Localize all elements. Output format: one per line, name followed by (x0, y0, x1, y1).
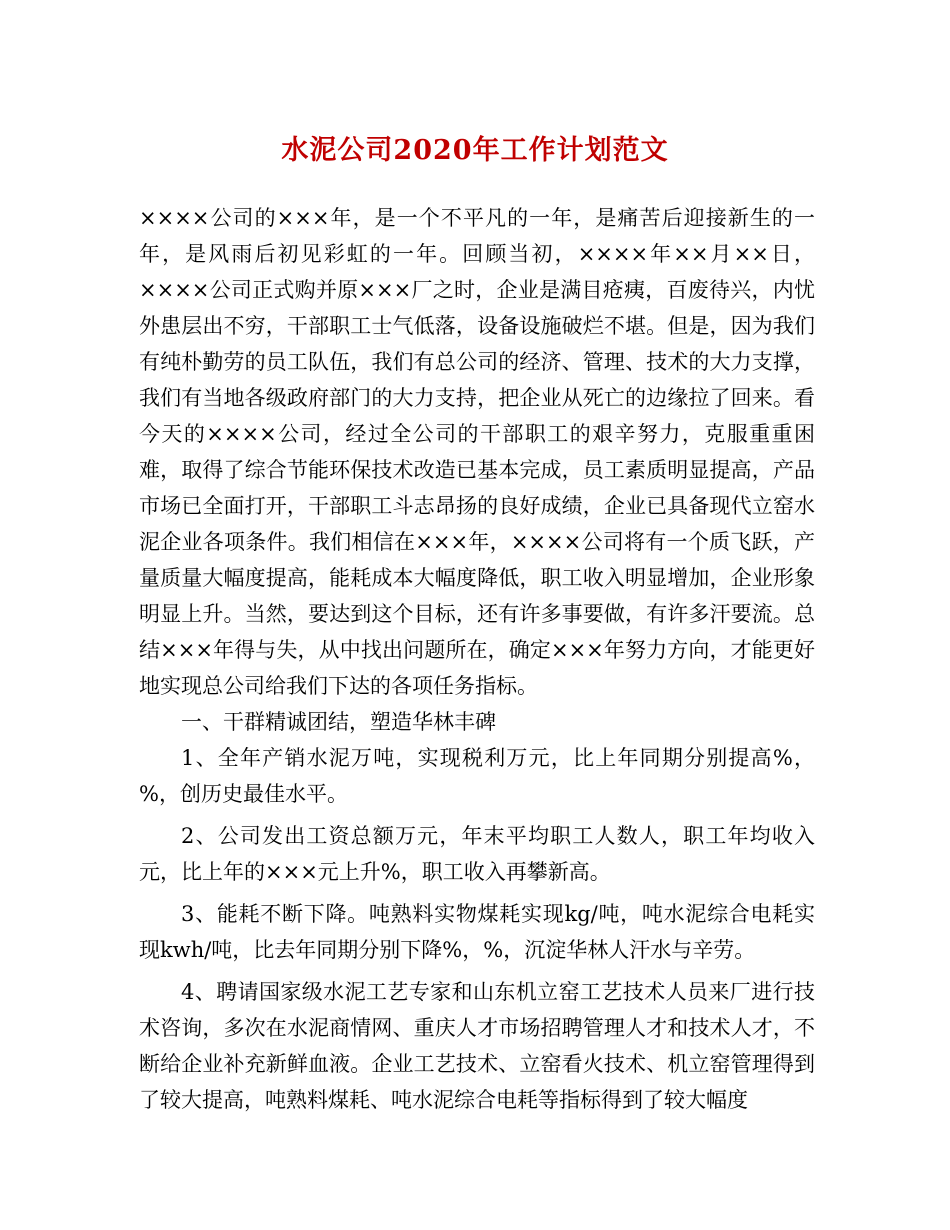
list-item-2: 2、公司发出工资总额万元，年末平均职工人数人，职工年均收入元，比上年的×××元上升%，职工收入再攀新高。 (139, 824, 815, 884)
list-item-3: 3、能耗不断下降。吨熟料实物煤耗实现kg/吨，吨水泥综合电耗实现kwh/吨，比去年同期分别下降%，%，沉淀华林人汗水与辛劳。 (139, 902, 815, 962)
list-item-4: 4、聘请国家级水泥工艺专家和山东机立窑工艺技术人员来厂进行技术咨询，多次在水泥商情网、重庆人才市场招聘管理人才和技术人才，不断给企业补充新鲜血液。企业工艺技术、立窑看火技术、机立窑管理得到了较大提高，吨熟料煤耗、吨水泥综合电耗等指标得到了较大幅度 (139, 980, 815, 1112)
paragraph-intro: ××××公司的×××年，是一个不平凡的一年，是痛苦后迎接新生的一年，是风雨后初见彩虹的一年。回顾当初，××××年××月××日，××××公司正式购并原×××厂之时，企业是满目疮痍，百废待兴，内忧外患层出不穷，干部职工士气低落，设备设施破烂不堪。但是，因为我们有纯朴勤劳的员工队伍，我们有总公司的经济、管理、技术的大力支撑，我们有当地各级政府部门的大力支持，把企业从死亡的边缘拉了回来。看今天的××××公司，经过全公司的干部职工的艰辛努力，克服重重困难，取得了综合节能环保技术改造已基本完成，员工素质明显提高，产品市场已全面打开，干部职工斗志昂扬的良好成绩，企业已具备现代立窑水泥企业各项条件。我们相信在×××年，××××公司将有一个质飞跃，产量质量大幅度提高，能耗成本大幅度降低，职工收入明显增加，企业形象明显上升。当然，要达到这个目标，还有许多事要做，有许多汗要流。总结×××年得与失，从中找出问题所在，确定×××年努力方向，才能更好地实现总公司给我们下达的各项任务指标。 (139, 206, 815, 698)
list-item-1: 1、全年产销水泥万吨，实现税利万元，比上年同期分别提高%，%，创历史最佳水平。 (139, 746, 815, 806)
document-title: 水泥公司2020年工作计划范文 (281, 135, 669, 166)
section-heading: 一、干群精诚团结，塑造华林丰碑 (181, 710, 496, 734)
document-body (139, 200, 815, 1118)
